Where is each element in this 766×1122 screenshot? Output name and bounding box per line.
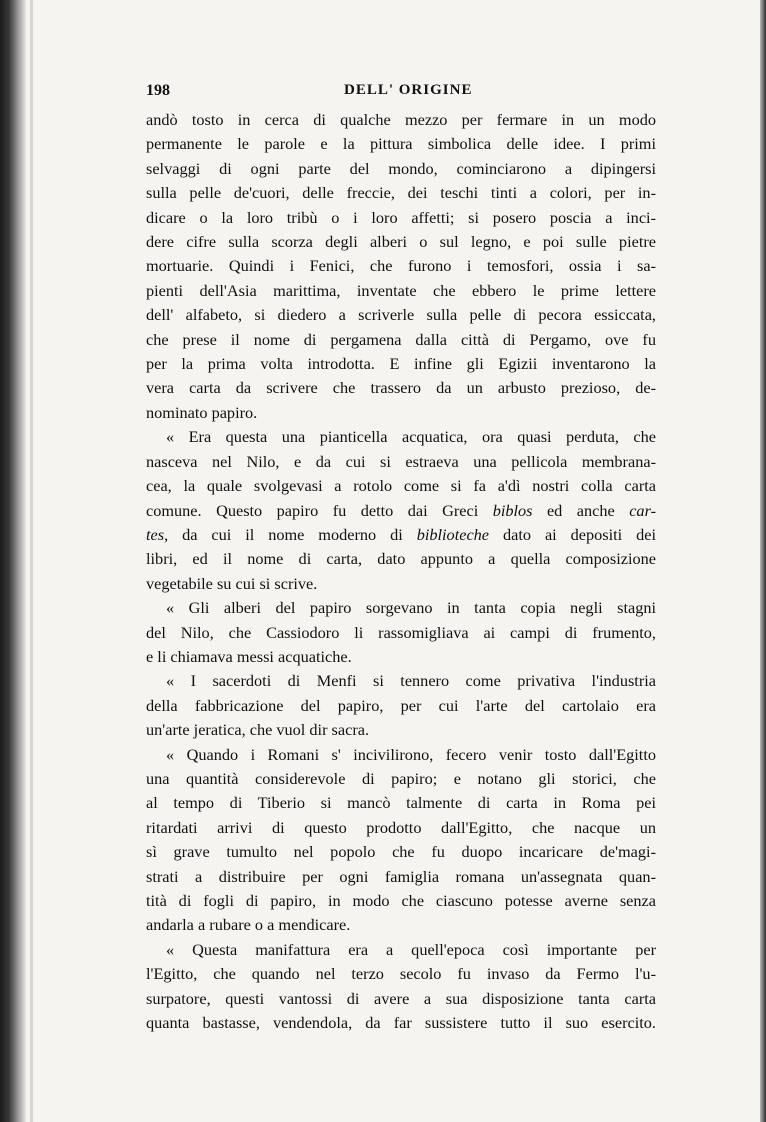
text-line: andarla a rubare o a mendicare. [146,915,351,935]
text-line: che prese il nome di pergamena dalla città di Pergamo, ove fu [146,329,656,349]
text-line: cea, la quale svolgevasi a rotolo come si fa a'dì nostri colla carta [146,476,656,496]
text-line: dicare o la loro tribù o i loro affetti; si posero poscia a inci- [146,207,656,227]
text-line: al tempo di Tiberio si mancò talmente di carta in Roma pei [146,793,656,813]
page-edge-shadow [760,0,766,1122]
text-line: del Nilo, che Cassiodoro li rassomigliava ai campi di frumento, [146,622,656,642]
paragraph-5 [146,743,656,938]
text-line: surpatore, questi vantossi di avere a sua disposizione tanta carta [146,988,656,1008]
text-line: vegetabile su cui si scrive. [146,573,318,593]
text-line: vera carta da scrivere che trassero da un arbusto prezioso, de- [146,378,656,398]
text-line: strati a distribuire per ogni famiglia romana un'assegnata quan- [146,866,656,886]
paragraph-3 [146,596,656,669]
text-line: selvaggi di ogni parte del mondo, cominciarono a dipingersi [146,158,656,178]
text-line: « Era questa una pianticella acquatica, ora quasi perduta, che [166,427,656,447]
text-line: libri, ed il nome di carta, dato appunto a quella composizione [146,549,656,569]
text-line: ritardati arrivi di questo prodotto dall'Egitto, che nacque un [146,817,656,837]
text-line: dell' alfabeto, si diedero a scriverle sulla pelle di pecora essiccata, [146,305,656,325]
italic-word: biblos [492,500,533,520]
running-title: DELL' ORIGINE [344,82,473,98]
paragraph-1 [146,108,656,425]
text-line-with-italic: tes, da cui il nome moderno di biblioteche dato ai depositi dei [146,524,656,544]
italic-word: tes [146,524,165,544]
italic-word: biblioteche [416,524,490,544]
text-line: pienti dell'Asia marittima, inventate che ebbero le prime lettere [146,280,656,300]
text-line: sulla pelle de'cuori, delle freccie, dei teschi tinti a colori, per in- [146,183,656,203]
paragraph-6 [146,938,656,1036]
book-binding-shadow [0,0,26,1122]
text-line: l'Egitto, che quando nel terzo secolo fu invaso da Fermo l'u- [146,964,656,984]
text-line: una quantità considerevole di papiro; e notano gli storici, che [146,768,656,788]
text-line: « Gli alberi del papiro sorgevano in tanta copia negli stagni [166,598,656,618]
text-line: mortuarie. Quindi i Fenici, che furono i temosfori, ossia i sa- [146,256,656,276]
text-line-with-italic: comune. Questo papiro fu detto dai Greci biblos ed anche car- [146,500,657,520]
text-line: « I sacerdoti di Menfi si tennero come privativa l'industria [166,671,656,691]
text-line: sì grave tumulto nel popolo che fu duopo incaricare de'magi- [146,842,656,862]
italic-word: car- [629,500,657,520]
text-line: della fabbricazione del papiro, per cui l'arte del cartolaio era [146,695,656,715]
text-line: permanente le parole e la pittura simbolica delle idee. I primi [146,134,656,154]
text-line: per la prima volta introdotta. E infine gli Egizii inventarono la [146,354,656,374]
text-line: andò tosto in cerca di qualche mezzo per fermare in un modo [146,110,656,129]
text-line: e li chiamava messi acquatiche. [146,646,352,666]
text-line: nominato papiro. [146,402,258,422]
paragraph-4 [146,669,656,742]
text-line: « Quando i Romani s' incivilirono, fecero venir tosto dall'Egitto [166,744,656,764]
text-line: dere cifre sulla scorza degli alberi o sul legno, e poi sulle pietre [146,232,656,252]
text-line: quanta bastasse, vendendola, da far sussistere tutto il suo esercito. [146,1013,656,1033]
page-number: 198 [146,82,170,99]
text-line: « Questa manifattura era a quell'epoca così importante per [166,939,656,959]
body-text [146,108,656,1035]
text-line: tità di fogli di papiro, in modo che ciascuno potesse averne senza [146,891,656,910]
running-head [146,82,656,102]
text-line: un'arte jeratica, che vuol dir sacra. [146,720,370,740]
paragraph-2 [146,425,656,596]
text-line: nasceva nel Nilo, e da cui si estraeva una pellicola membrana- [146,451,656,471]
